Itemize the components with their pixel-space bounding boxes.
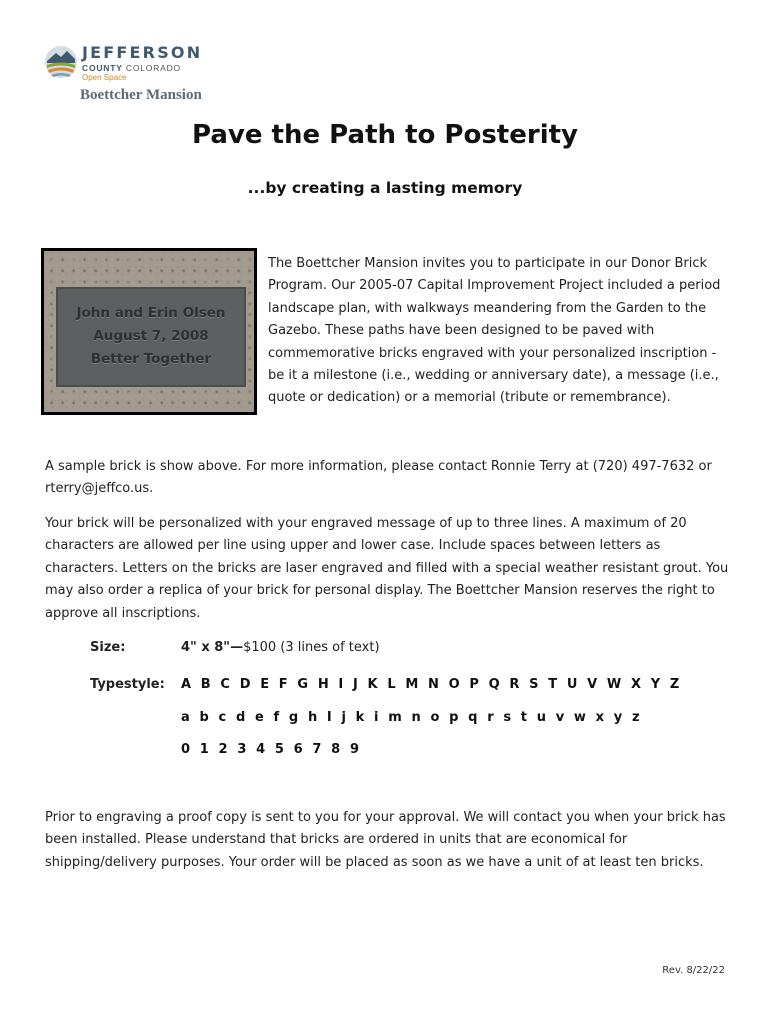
brick-line-3: Better Together — [90, 351, 212, 367]
sample-brick-photo — [41, 248, 257, 415]
typestyle-lowercase: a b c d e f g h I j k i m n o p q r s t u v w x y z — [181, 710, 643, 725]
size-value — [181, 640, 380, 655]
contact-paragraph: A sample brick is show above. For more information, please contact Ronnie Terry at (720) 497-7632 or rterry@jeffco.us. — [45, 459, 712, 497]
size-price: $100 (3 lines of text) — [243, 640, 380, 655]
logo-place-name: Boettcher Mansion — [80, 87, 202, 103]
page-subtitle: ...by creating a lasting memory — [247, 179, 523, 197]
brick-line-1: John and Erin Olsen — [76, 305, 226, 321]
logo-state: COLORADO — [125, 63, 181, 73]
typestyle-label: Typestyle: — [90, 677, 165, 692]
engraved-brick — [58, 289, 244, 385]
personalization-paragraph: Your brick will be personalized with your engraved message of up to three lines. A maximum of 20 characters are allowed per line using upper and lower case. Include spaces between letters as characters. Letters on the bricks are laser engraved and filled with a special weather resistant grout. You may also order a replica of your brick for personal display. The Boettcher Mansion reserves the right to approve all inscriptions. — [45, 516, 729, 621]
brick-line-2: August 7, 2008 — [93, 328, 209, 344]
intro-paragraph: The Boettcher Mansion invites you to participate in our Donor Brick Program. Our 2005-07 Capital Improvement Project included a period landscape plan, with walkways meandering from the Garden to the Gazebo. These paths have been designed to be paved with commemorative bricks engraved with your personalized inscription - be it a milestone (i.e., wedding or anniversary date), a message (i.e., quote or dedication) or a memorial (tribute or remembrance). — [268, 256, 721, 406]
size-label: Size: — [90, 640, 126, 655]
typestyle-digits: 0 1 2 3 4 5 6 7 8 9 — [181, 742, 362, 757]
mountain-logo-icon — [44, 45, 78, 79]
logo-county-line — [82, 63, 181, 73]
logo-department: Open Space — [82, 73, 127, 82]
typestyle-uppercase: A B C D E F G H I J K L M N O P Q R S T U V W X Y Z — [181, 677, 682, 692]
revision-date: Rev. 8/22/22 — [662, 965, 725, 976]
logo-county: COUNTY — [82, 63, 123, 73]
size-dimensions: 4" x 8"— — [181, 640, 244, 655]
ordering-paragraph: Prior to engraving a proof copy is sent to you for your approval. We will contact you when your brick has been installed. Please understand that bricks are ordered in units that are economical for shipping/delivery purposes. Your order will be placed as soon as we have a unit of at least ten bricks. — [45, 810, 726, 870]
logo-wordmark: JEFFERSON — [82, 43, 203, 62]
jeffco-open-space-logo — [44, 43, 244, 113]
page-title: Pave the Path to Posterity — [192, 120, 578, 150]
